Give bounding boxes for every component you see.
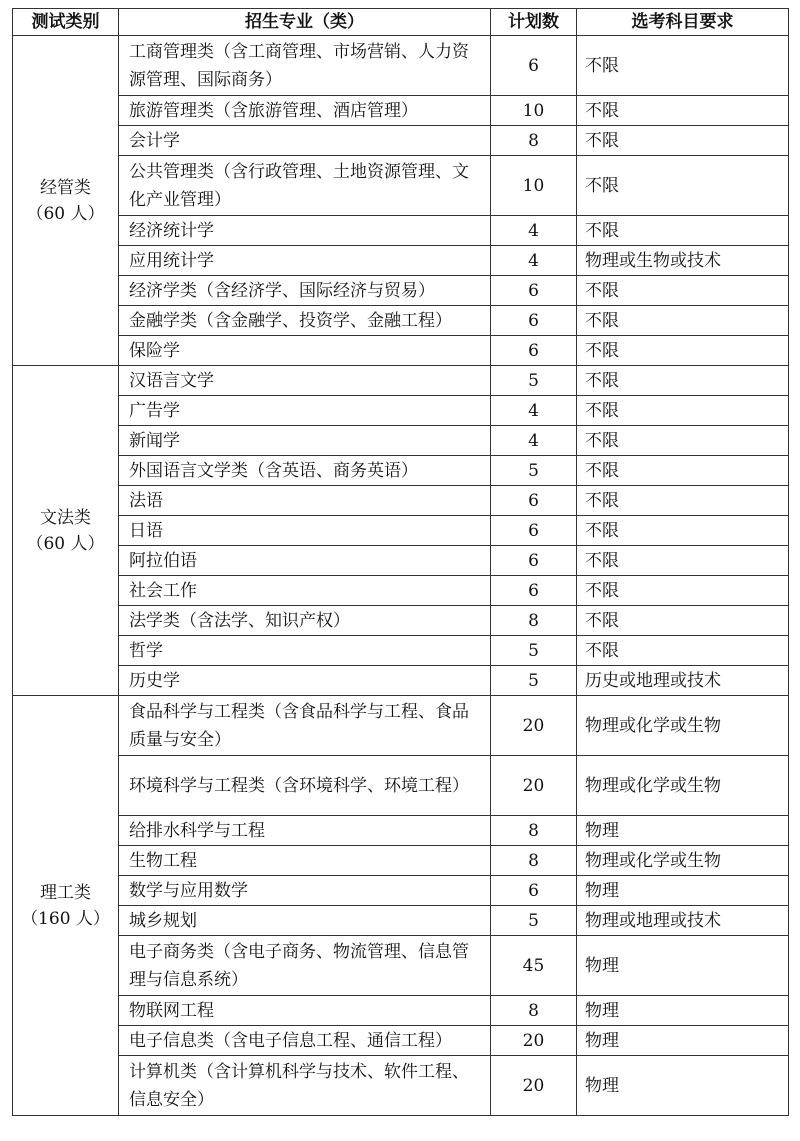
major-cell: 汉语言文学	[119, 366, 491, 396]
major-cell: 食品科学与工程类（含食品科学与工程、食品质量与安全）	[119, 696, 491, 756]
major-cell: 数学与应用数学	[119, 876, 491, 906]
plan-count-cell: 6	[491, 276, 577, 306]
major-cell: 公共管理类（含行政管理、土地资源管理、文化产业管理）	[119, 156, 491, 216]
major-cell: 新闻学	[119, 426, 491, 456]
table-row	[13, 36, 789, 96]
major-cell: 法语	[119, 486, 491, 516]
plan-count-cell: 4	[491, 246, 577, 276]
major-cell: 经济统计学	[119, 216, 491, 246]
table-row	[13, 996, 789, 1026]
table-row	[13, 156, 789, 216]
major-cell: 经济学类（含经济学、国际经济与贸易）	[119, 276, 491, 306]
subject-requirement-cell: 物理或化学或生物	[577, 756, 789, 816]
table-row	[13, 366, 789, 396]
subject-requirement-cell: 不限	[577, 396, 789, 426]
major-cell: 广告学	[119, 396, 491, 426]
table-row	[13, 606, 789, 636]
plan-count-cell: 8	[491, 846, 577, 876]
major-cell: 计算机类（含计算机科学与技术、软件工程、信息安全）	[119, 1056, 491, 1116]
category-count: （160 人）	[21, 908, 110, 929]
category-count: （60 人）	[26, 203, 105, 224]
plan-count-cell: 6	[491, 36, 577, 96]
category-count: （60 人）	[26, 533, 105, 554]
plan-count-cell: 5	[491, 366, 577, 396]
table-row	[13, 756, 789, 816]
major-cell: 城乡规划	[119, 906, 491, 936]
table-row	[13, 906, 789, 936]
subject-requirement-cell: 历史或地理或技术	[577, 666, 789, 696]
subject-requirement-cell: 物理	[577, 1056, 789, 1116]
category-cell	[13, 366, 119, 696]
table-row	[13, 876, 789, 906]
plan-count-cell: 20	[491, 756, 577, 816]
subject-requirement-cell: 不限	[577, 636, 789, 666]
major-cell: 日语	[119, 516, 491, 546]
plan-count-cell: 8	[491, 606, 577, 636]
subject-requirement-cell: 不限	[577, 96, 789, 126]
subject-requirement-cell: 物理或化学或生物	[577, 696, 789, 756]
table-row	[13, 816, 789, 846]
plan-count-cell: 5	[491, 666, 577, 696]
major-cell: 给排水科学与工程	[119, 816, 491, 846]
plan-count-cell: 6	[491, 516, 577, 546]
major-cell: 保险学	[119, 336, 491, 366]
table-row	[13, 1026, 789, 1056]
table-row	[13, 396, 789, 426]
plan-count-cell: 6	[491, 876, 577, 906]
subject-requirement-cell: 不限	[577, 306, 789, 336]
table-row	[13, 426, 789, 456]
table-row	[13, 126, 789, 156]
table-row	[13, 546, 789, 576]
major-cell: 金融学类（含金融学、投资学、金融工程）	[119, 306, 491, 336]
plan-count-cell: 6	[491, 486, 577, 516]
subject-requirement-cell: 不限	[577, 546, 789, 576]
header-test-category: 测试类别	[13, 9, 119, 36]
subject-requirement-cell: 不限	[577, 516, 789, 546]
table-row	[13, 696, 789, 756]
plan-count-cell: 20	[491, 696, 577, 756]
subject-requirement-cell: 物理或生物或技术	[577, 246, 789, 276]
subject-requirement-cell: 不限	[577, 576, 789, 606]
plan-count-cell: 4	[491, 426, 577, 456]
major-cell: 旅游管理类（含旅游管理、酒店管理）	[119, 96, 491, 126]
major-cell: 应用统计学	[119, 246, 491, 276]
table-row	[13, 456, 789, 486]
plan-count-cell: 20	[491, 1056, 577, 1116]
table-row	[13, 936, 789, 996]
header-major: 招生专业（类）	[119, 9, 491, 36]
major-cell: 社会工作	[119, 576, 491, 606]
table-row	[13, 666, 789, 696]
subject-requirement-cell: 不限	[577, 456, 789, 486]
table-row	[13, 1056, 789, 1116]
subject-requirement-cell: 不限	[577, 486, 789, 516]
plan-count-cell: 8	[491, 126, 577, 156]
subject-requirement-cell: 不限	[577, 366, 789, 396]
subject-requirement-cell: 不限	[577, 156, 789, 216]
table-row	[13, 216, 789, 246]
major-cell: 电子信息类（含电子信息工程、通信工程）	[119, 1026, 491, 1056]
major-cell: 物联网工程	[119, 996, 491, 1026]
major-cell: 环境科学与工程类（含环境科学、环境工程）	[119, 756, 491, 816]
header-subject-requirement: 选考科目要求	[577, 9, 789, 36]
subject-requirement-cell: 不限	[577, 336, 789, 366]
table-body	[13, 36, 789, 1116]
subject-requirement-cell: 物理	[577, 996, 789, 1026]
plan-count-cell: 6	[491, 336, 577, 366]
subject-requirement-cell: 物理或化学或生物	[577, 846, 789, 876]
subject-requirement-cell: 物理	[577, 1026, 789, 1056]
plan-count-cell: 6	[491, 306, 577, 336]
header-plan-count: 计划数	[491, 9, 577, 36]
major-cell: 外国语言文学类（含英语、商务英语）	[119, 456, 491, 486]
subject-requirement-cell: 不限	[577, 36, 789, 96]
subject-requirement-cell: 不限	[577, 606, 789, 636]
category-cell	[13, 696, 119, 1116]
header-row	[13, 9, 789, 36]
subject-requirement-cell: 不限	[577, 216, 789, 246]
enrollment-table-document	[12, 8, 789, 1116]
enrollment-plan-table	[12, 8, 789, 1116]
plan-count-cell: 5	[491, 906, 577, 936]
category-name: 理工类	[40, 882, 91, 903]
category-cell	[13, 36, 119, 366]
plan-count-cell: 4	[491, 396, 577, 426]
table-row	[13, 336, 789, 366]
major-cell: 生物工程	[119, 846, 491, 876]
category-name: 文法类	[40, 507, 91, 528]
plan-count-cell: 8	[491, 996, 577, 1026]
plan-count-cell: 10	[491, 96, 577, 126]
plan-count-cell: 6	[491, 546, 577, 576]
plan-count-cell: 10	[491, 156, 577, 216]
subject-requirement-cell: 不限	[577, 126, 789, 156]
plan-count-cell: 5	[491, 636, 577, 666]
category-name: 经管类	[40, 177, 91, 198]
major-cell: 阿拉伯语	[119, 546, 491, 576]
table-row	[13, 576, 789, 606]
table-row	[13, 486, 789, 516]
plan-count-cell: 20	[491, 1026, 577, 1056]
table-row	[13, 306, 789, 336]
subject-requirement-cell: 物理或地理或技术	[577, 906, 789, 936]
table-row	[13, 516, 789, 546]
major-cell: 哲学	[119, 636, 491, 666]
subject-requirement-cell: 不限	[577, 276, 789, 306]
major-cell: 会计学	[119, 126, 491, 156]
major-cell: 法学类（含法学、知识产权）	[119, 606, 491, 636]
subject-requirement-cell: 不限	[577, 426, 789, 456]
table-row	[13, 246, 789, 276]
major-cell: 电子商务类（含电子商务、物流管理、信息管理与信息系统）	[119, 936, 491, 996]
plan-count-cell: 8	[491, 816, 577, 846]
major-cell: 历史学	[119, 666, 491, 696]
plan-count-cell: 6	[491, 576, 577, 606]
table-row	[13, 636, 789, 666]
table-row	[13, 96, 789, 126]
plan-count-cell: 4	[491, 216, 577, 246]
plan-count-cell: 45	[491, 936, 577, 996]
table-row	[13, 846, 789, 876]
table-row	[13, 276, 789, 306]
subject-requirement-cell: 物理	[577, 936, 789, 996]
subject-requirement-cell: 物理	[577, 876, 789, 906]
major-cell: 工商管理类（含工商管理、市场营销、人力资源管理、国际商务）	[119, 36, 491, 96]
subject-requirement-cell: 物理	[577, 816, 789, 846]
plan-count-cell: 5	[491, 456, 577, 486]
